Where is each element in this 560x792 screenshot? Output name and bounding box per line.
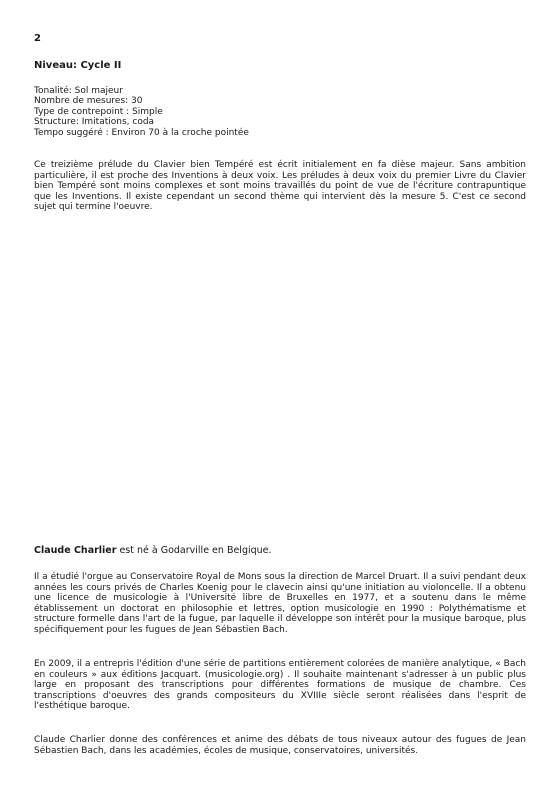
page-number: 2 [34,33,41,44]
intro-paragraph: Ce treizième prélude du Clavier bien Tempéré est écrit initialement en fa dièse majeur. Sans ambition particulière, il est proche des Inventions à deux voix. Les préludes à deux voix du premier Livre du Clavier bien Tempéré sont moins complexes et sont moins travaillés du point de vue de l'écriture contrapuntique que les Inventions. Il existe cependant un second thème qui intervient dès la mesure 5. C'est ce second sujet qui termine l'oeuvre. [34,160,526,213]
meta-structure: Structure: Imitations, coda [34,117,155,128]
meta-measures: Nombre de mesures: 30 [34,96,143,107]
meta-tempo: Tempo suggéré : Environ 70 à la croche pointée [34,127,249,138]
author-heading [34,545,272,556]
author-birthplace: est né à Godarville en Belgique. [116,545,272,556]
level-heading: Niveau: Cycle II [34,60,122,71]
bio-paragraph: Il a étudié l'orgue au Conservatoire Royal de Mons sous la direction de Marcel Druart. Il a suivi pendant deux années les cours privés de Charles Koenig pour le clavecin ainsi qu'une initiation au violoncelle. Il a obtenu une licence de musicologie à l'Université libre de Bruxelles en 1977, et a soutenu dans le même établissement un doctorat en philosophie et lettres, option musicologie en 1990 : Polythématisme et structure formelle dans l'art de la fugue, par laquelle il développe son intérêt pour la musique baroque, plus spécifiquement pour les fugues de Jean Sébastien Bach. [34,572,526,635]
piece-metadata [34,86,249,138]
author-name: Claude Charlier [34,545,117,556]
bio-paragraph: Claude Charlier donne des conférences et anime des débats de tous niveaux autour des fugues de Jean Sébastien Bach, dans les académies, écoles de musique, conservatoires, universités. [34,735,526,756]
meta-tonality: Tonalité: Sol majeur [34,86,123,96]
meta-counterpoint: Type de contrepoint : Simple [34,106,163,117]
bio-paragraph: En 2009, il a entrepris l'édition d'une série de partitions entièrement colorées de manière analytique, « Bach en couleurs » aux éditions Jacquart. (musicologie.org) . Il souhaite maintenant s'adresser à un public plus large en proposant des transcriptions pour différentes formations de musique de chambre. Ces transcriptions d'oeuvres des grands compositeurs du XVIIIe siècle seront réalisées dans l'esprit de l'esthétique baroque. [34,659,526,712]
